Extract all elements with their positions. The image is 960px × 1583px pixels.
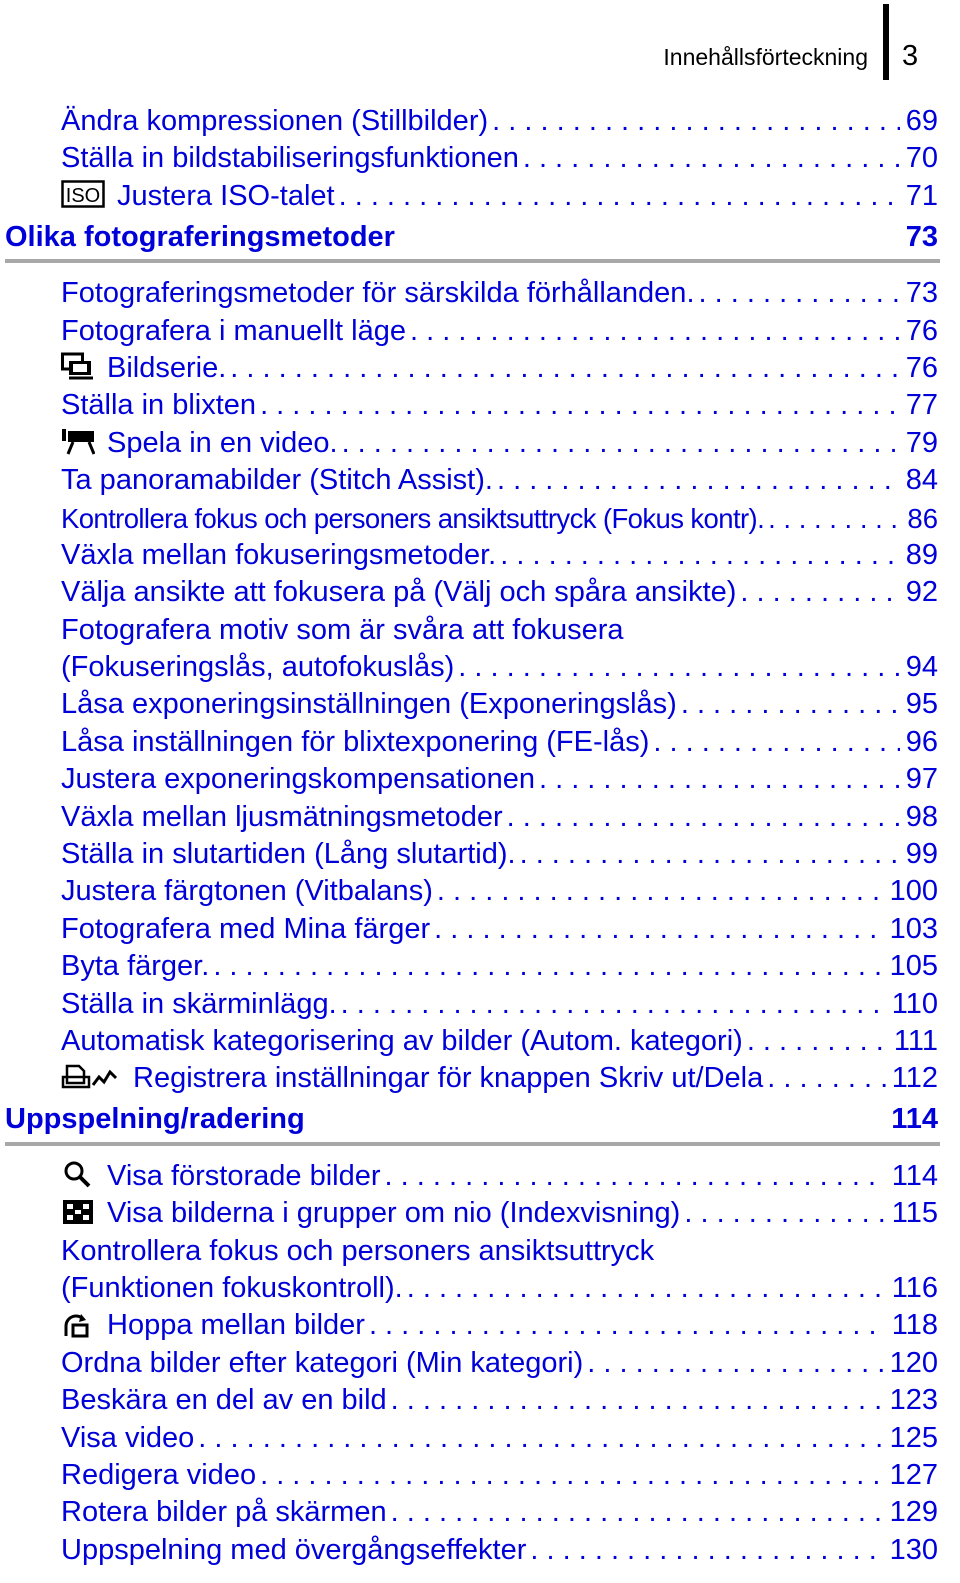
header-title: Innehållsförteckning: [663, 44, 868, 70]
toc-entry-page: 103: [889, 912, 938, 945]
section-divider: [5, 1142, 940, 1146]
toc-entry[interactable]: [61, 761, 938, 798]
toc-entry-page: 118: [891, 1309, 938, 1342]
toc-entry-text: Ställa in bildstabiliseringsfunktionen: [61, 142, 519, 175]
toc-entry-text: Välja ansikte att fokusera på (Välj och spåra ansikte): [61, 576, 737, 609]
toc-entry-page: 86: [907, 502, 938, 534]
toc-entry[interactable]: [61, 1382, 938, 1419]
dot-leader: [681, 686, 900, 723]
dot-leader: [437, 873, 884, 910]
header-divider: [883, 4, 889, 80]
toc-entry[interactable]: [61, 1345, 938, 1382]
section-heading[interactable]: [5, 215, 938, 259]
toc-entry[interactable]: [61, 799, 938, 836]
dot-leader: [213, 948, 883, 985]
section-divider: [5, 259, 940, 263]
toc-entry-text: Byta färger.: [61, 950, 210, 983]
toc-entry-page: 76: [905, 351, 938, 384]
toc-entry[interactable]: [61, 686, 938, 723]
dot-leader: [434, 911, 883, 948]
toc-entry-text: Justera exponeringskompensationen: [61, 763, 535, 796]
toc-entry-text: Visa video: [61, 1421, 195, 1454]
toc-entry-text: Visa bilderna i grupper om nio (Indexvisning): [107, 1197, 681, 1230]
toc-entry[interactable]: [61, 178, 938, 215]
toc-entry-text: Fotografera med Mina färger: [61, 912, 431, 945]
toc-entry-page: 79: [905, 426, 938, 459]
toc-entry[interactable]: [61, 1494, 938, 1531]
toc-entry[interactable]: [61, 873, 938, 910]
toc-entry-text: Ställa in blixten: [61, 389, 257, 422]
dot-leader: [260, 1457, 884, 1494]
toc-entry[interactable]: [61, 1195, 938, 1232]
dot-leader: [523, 140, 900, 177]
toc-entry-page: 76: [905, 314, 938, 347]
toc-entry-page: 116: [891, 1271, 938, 1304]
toc-entry-page: 69: [905, 105, 938, 137]
toc-entry-page: 96: [905, 725, 938, 758]
dot-leader: [587, 1345, 883, 1382]
dot-leader: [339, 178, 900, 215]
dot-leader: [530, 1532, 883, 1569]
toc-entry[interactable]: [61, 1270, 938, 1307]
toc-entry-page: 98: [905, 800, 938, 833]
toc-entry-text: Fotografera i manuellt läge: [61, 314, 406, 347]
toc-entry[interactable]: [61, 140, 938, 177]
dot-leader: [653, 724, 899, 761]
toc-entry-text: Ställa in skärminlägg.: [61, 987, 337, 1020]
page-header: [0, 0, 960, 90]
toc-entry[interactable]: [61, 1060, 938, 1097]
toc-entry[interactable]: [61, 537, 938, 574]
print-share-icon: [61, 1063, 121, 1091]
toc-entry-text: Kontrollera fokus och personers ansiktsuttryck (Fokus kontr).: [61, 502, 765, 534]
dot-leader: [385, 1158, 886, 1195]
toc-entry-text: (Funktionen fokuskontroll).: [61, 1271, 403, 1304]
dot-leader: [767, 1060, 886, 1097]
toc-entry[interactable]: [61, 275, 938, 312]
toc-entry-text: Beskära en del av en bild: [61, 1384, 387, 1417]
toc-entry-text: Fotograferingsmetoder för särskilda förhållanden.: [61, 277, 695, 310]
toc-entry[interactable]: [61, 1457, 938, 1494]
toc-entry-text: Fotografera motiv som är svåra att fokusera: [61, 613, 624, 646]
toc-entry[interactable]: [61, 1023, 938, 1060]
section-page: 114: [891, 1103, 938, 1136]
toc-entry[interactable]: [61, 986, 938, 1023]
dot-leader: [497, 462, 900, 499]
toc-entry[interactable]: [61, 836, 938, 873]
toc-entry-text: Låsa inställningen för blixtexponering (FE-lås): [61, 725, 650, 758]
dot-leader: [230, 350, 899, 387]
toc-entry-page: 71: [905, 179, 938, 212]
dot-leader: [492, 103, 900, 140]
section-title: Olika fotograferingsmetoder: [5, 220, 395, 253]
dot-leader: [500, 537, 900, 574]
toc-entry-text: Hoppa mellan bilder: [107, 1309, 365, 1342]
toc-entry[interactable]: [61, 911, 938, 948]
toc-entry-page: 112: [891, 1062, 938, 1095]
toc-entry[interactable]: [61, 1307, 938, 1344]
toc-entry-text: Rotera bilder på skärmen: [61, 1496, 387, 1529]
toc-entry-text: Justera ISO-talet: [117, 179, 335, 212]
dot-leader: [391, 1382, 884, 1419]
iso-icon: [61, 180, 105, 208]
toc-entry-continued[interactable]: [61, 1233, 938, 1270]
toc-entry-page: 125: [889, 1421, 938, 1454]
toc-entry-page: 127: [889, 1458, 938, 1491]
toc-entry-page: 123: [889, 1384, 938, 1417]
toc-entry[interactable]: [61, 948, 938, 985]
toc-entry-text: Redigera video: [61, 1458, 257, 1491]
toc-entry-page: 70: [905, 142, 938, 175]
toc-entry-page: 95: [905, 688, 938, 721]
toc-entry[interactable]: [61, 103, 938, 140]
toc-entry[interactable]: [61, 462, 938, 499]
svg-text:ISO: ISO: [65, 185, 101, 208]
toc-entry-text: Uppspelning med övergångseffekter: [61, 1533, 527, 1566]
toc-entry-page: 100: [889, 875, 938, 908]
jump-icon: [61, 1310, 95, 1338]
toc-entry[interactable]: [61, 500, 938, 537]
toc-entry[interactable]: [61, 1158, 938, 1195]
toc-entry-page: 110: [891, 987, 938, 1020]
dot-leader: [507, 799, 900, 836]
section-page: 73: [905, 220, 938, 253]
toc-entry-page: 115: [891, 1197, 938, 1230]
toc-entry[interactable]: [61, 425, 938, 462]
toc-entry[interactable]: [61, 387, 938, 424]
toc-entry-page: 120: [889, 1346, 938, 1379]
toc-entry-text: (Fokuseringslås, autofokuslås): [61, 651, 455, 684]
toc-entry-text: Växla mellan ljusmätningsmetoder: [61, 800, 503, 833]
toc-entry-text: Ordna bilder efter kategori (Min kategori): [61, 1346, 584, 1379]
toc-entry-text: Justera färgtonen (Vitbalans): [61, 875, 433, 908]
toc-entry-text: Bildserie.: [107, 351, 227, 384]
toc-entry-page: 111: [893, 1024, 938, 1057]
toc-entry[interactable]: [61, 1532, 938, 1569]
toc-entry[interactable]: [61, 649, 938, 686]
dot-leader: [539, 761, 900, 798]
toc-entry-text: Ställa in slutartiden (Lång slutartid).: [61, 838, 516, 871]
toc-entry-page: 94: [905, 651, 938, 684]
toc-entry-page: 97: [905, 763, 938, 796]
dot-leader: [369, 1307, 886, 1344]
dot-leader: [391, 1494, 884, 1531]
dot-leader: [768, 500, 901, 537]
toc-entry-text: Visa förstorade bilder: [107, 1159, 381, 1192]
section-title: Uppspelning/radering: [5, 1103, 305, 1136]
dot-leader: [740, 574, 899, 611]
toc-entry-page: 129: [889, 1496, 938, 1529]
dot-leader: [747, 1023, 888, 1060]
toc-entry-text: Registrera inställningar för knappen Skriv ut/Dela: [133, 1062, 764, 1095]
dot-leader: [341, 986, 886, 1023]
toc-entry[interactable]: [61, 724, 938, 761]
toc-entry-text: Ta panoramabilder (Stitch Assist).: [61, 464, 493, 497]
dot-leader: [198, 1420, 883, 1457]
toc-entry-page: 89: [905, 538, 938, 571]
toc-entry-page: 130: [889, 1533, 938, 1566]
dot-leader: [520, 836, 900, 873]
page-number: 3: [902, 40, 919, 72]
toc-entry-page: 92: [905, 576, 938, 609]
dot-leader: [342, 425, 900, 462]
toc-entry-continued[interactable]: [61, 612, 938, 649]
toc-entry-page: 77: [905, 389, 938, 422]
dot-leader: [458, 649, 899, 686]
toc-entry[interactable]: [61, 313, 938, 350]
toc-entry-text: Låsa exponeringsinställningen (Exponeringslås): [61, 688, 677, 721]
dot-leader: [410, 313, 900, 350]
toc-entry-text: Spela in en video.: [107, 426, 338, 459]
continuous-shooting-icon: [61, 352, 95, 380]
index-icon: [61, 1198, 95, 1226]
toc-entry-text: Ändra kompressionen (Stillbilder): [61, 105, 489, 137]
toc-entry-page: 105: [889, 950, 938, 983]
toc-entry-page: 84: [905, 464, 938, 497]
toc-entry-text: Växla mellan fokuseringsmetoder.: [61, 538, 497, 571]
toc-entry[interactable]: [61, 350, 938, 387]
table-of-contents: [0, 103, 960, 1569]
dot-leader: [684, 1195, 885, 1232]
magnify-icon: [61, 1160, 95, 1188]
movie-icon: [61, 427, 95, 455]
dot-leader: [260, 387, 900, 424]
dot-leader: [699, 275, 900, 312]
section-heading[interactable]: [5, 1098, 938, 1142]
dot-leader: [407, 1270, 886, 1307]
toc-entry[interactable]: [61, 1420, 938, 1457]
toc-entry[interactable]: [61, 574, 938, 611]
toc-entry-page: 99: [905, 838, 938, 871]
toc-entry-page: 73: [905, 277, 938, 310]
toc-entry-page: 114: [891, 1159, 938, 1192]
toc-entry-text: Kontrollera fokus och personers ansiktsuttryck: [61, 1234, 655, 1267]
toc-entry-text: Automatisk kategorisering av bilder (Autom. kategori): [61, 1024, 743, 1057]
